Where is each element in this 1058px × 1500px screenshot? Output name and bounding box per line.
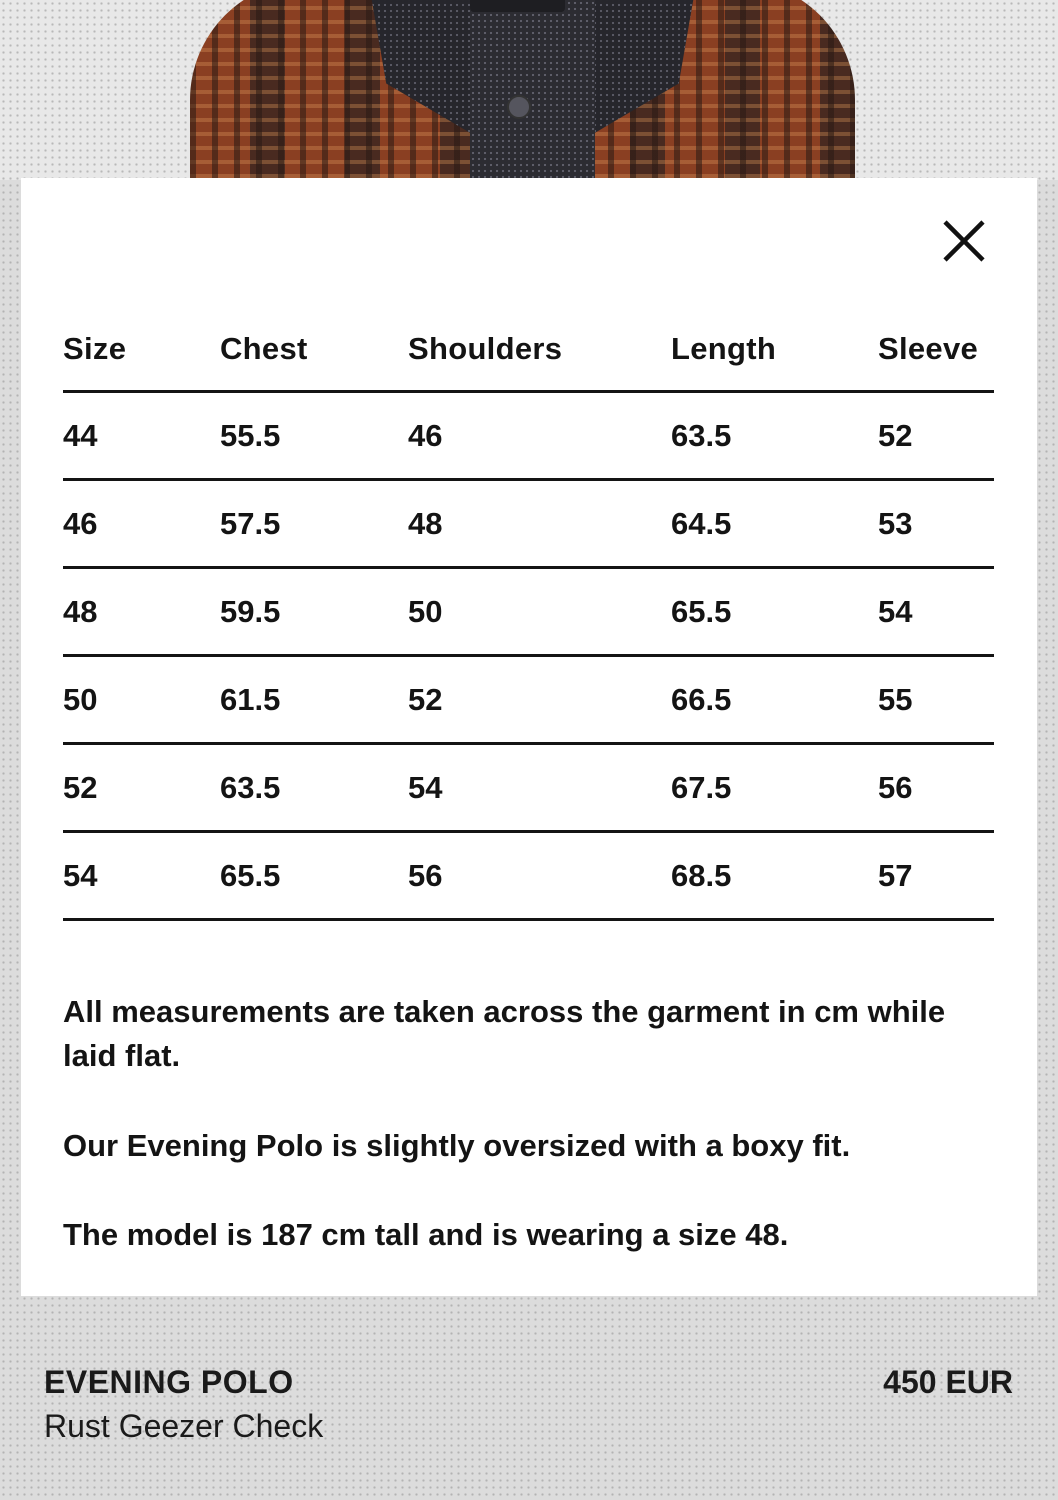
note-measurements: All measurements are taken across the garment in cm while laid flat. xyxy=(63,994,946,1073)
cell-size: 50 xyxy=(63,656,220,744)
cell-shoulders: 46 xyxy=(408,392,671,480)
size-guide-modal xyxy=(21,178,1037,1296)
cell-length: 67.5 xyxy=(671,744,878,832)
cell-length: 65.5 xyxy=(671,568,878,656)
note-fit: Our Evening Polo is slightly oversized with a boxy fit. xyxy=(63,1128,851,1163)
cell-length: 66.5 xyxy=(671,656,878,744)
header-chest: Chest xyxy=(220,308,408,392)
product-info xyxy=(0,1296,1058,1500)
product-variant: Rust Geezer Check xyxy=(44,1408,324,1444)
cell-size: 44 xyxy=(63,392,220,480)
shirt-placket xyxy=(470,0,595,180)
header-shoulders: Shoulders xyxy=(408,308,671,392)
table-row xyxy=(63,480,994,568)
cell-shoulders: 54 xyxy=(408,744,671,832)
brand-label-tag xyxy=(470,0,565,12)
cell-chest: 59.5 xyxy=(220,568,408,656)
table-row xyxy=(63,656,994,744)
cell-sleeve: 57 xyxy=(878,832,994,920)
cell-size: 52 xyxy=(63,744,220,832)
cell-shoulders: 50 xyxy=(408,568,671,656)
close-icon xyxy=(941,218,987,264)
table-row xyxy=(63,392,994,480)
cell-size: 54 xyxy=(63,832,220,920)
product-price: 450 EUR xyxy=(883,1364,1013,1400)
close-button[interactable] xyxy=(941,218,987,264)
cell-sleeve: 52 xyxy=(878,392,994,480)
cell-length: 63.5 xyxy=(671,392,878,480)
shirt-button xyxy=(507,95,531,119)
cell-chest: 61.5 xyxy=(220,656,408,744)
note-model: The model is 187 cm tall and is wearing a size 48. xyxy=(63,1217,789,1252)
table-row xyxy=(63,832,994,920)
product-photo xyxy=(0,0,1058,180)
cell-chest: 65.5 xyxy=(220,832,408,920)
cell-shoulders: 52 xyxy=(408,656,671,744)
cell-size: 46 xyxy=(63,480,220,568)
cell-chest: 57.5 xyxy=(220,480,408,568)
cell-shoulders: 56 xyxy=(408,832,671,920)
header-sleeve: Sleeve xyxy=(878,308,994,392)
cell-shoulders: 48 xyxy=(408,480,671,568)
size-notes xyxy=(63,990,983,1257)
cell-length: 68.5 xyxy=(671,832,878,920)
table-row xyxy=(63,568,994,656)
header-length: Length xyxy=(671,308,878,392)
cell-chest: 55.5 xyxy=(220,392,408,480)
product-name: EVENING POLO xyxy=(44,1364,294,1400)
table-header-row xyxy=(63,308,994,392)
cell-chest: 63.5 xyxy=(220,744,408,832)
cell-sleeve: 55 xyxy=(878,656,994,744)
cell-sleeve: 53 xyxy=(878,480,994,568)
header-size: Size xyxy=(63,308,220,392)
size-chart-table xyxy=(63,308,994,921)
cell-length: 64.5 xyxy=(671,480,878,568)
cell-size: 48 xyxy=(63,568,220,656)
cell-sleeve: 56 xyxy=(878,744,994,832)
cell-sleeve: 54 xyxy=(878,568,994,656)
table-row xyxy=(63,744,994,832)
